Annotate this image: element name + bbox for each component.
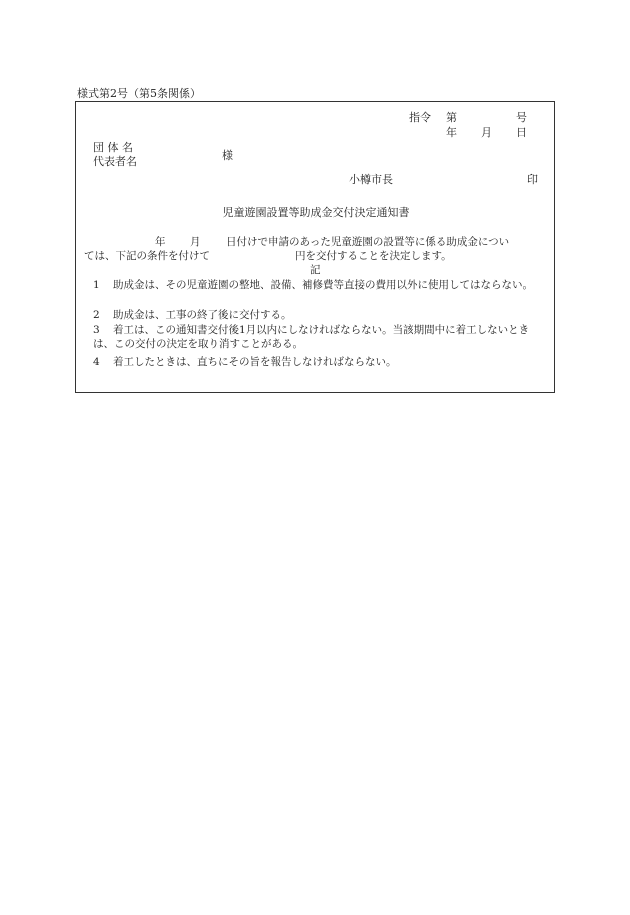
body-line1-text: 日付けで申請のあった児童遊園の設置等に係る助成金につい <box>226 236 510 248</box>
condition-item <box>93 355 548 369</box>
condition-item <box>93 323 548 351</box>
number-suffix: 号 <box>516 111 527 124</box>
date-month: 月 <box>481 126 492 139</box>
condition-text: 着工したときは、直ちにその旨を報告しなければならない。 <box>113 356 397 368</box>
honorific: 様 <box>222 149 233 162</box>
representative-label: 代表者名 <box>93 155 137 168</box>
document-title: 児童遊園設置等助成金交付決定通知書 <box>222 206 410 219</box>
designation-label: 指令 <box>409 111 431 124</box>
condition-item <box>93 308 548 322</box>
body-month: 月 <box>190 236 201 248</box>
condition-item <box>93 278 548 292</box>
condition-number: 2 <box>93 309 100 321</box>
seal-mark: 印 <box>527 173 538 186</box>
condition-number: 1 <box>93 279 100 291</box>
body-line2-start: ては、下記の条件を付けて <box>84 250 210 262</box>
form-number-label: 様式第2号（第5条関係） <box>77 87 201 100</box>
group-name-label: 団 体 名 <box>93 141 133 154</box>
body-line2-end: 円を交付することを決定します。 <box>295 250 452 262</box>
notification-form <box>75 101 555 393</box>
number-prefix: 第 <box>446 111 457 124</box>
date-year: 年 <box>446 126 457 139</box>
condition-number: 4 <box>93 356 100 368</box>
body-year: 年 <box>155 236 166 248</box>
condition-number: 3 <box>93 324 100 336</box>
date-day: 日 <box>516 126 527 139</box>
mayor-title: 小樽市長 <box>349 173 393 186</box>
condition-text: 助成金は、その児童遊園の整地、設備、補修費等直接の費用以外に使用してはならない。 <box>113 279 533 291</box>
condition-text: 着工は、この通知書交付後1月以内にしなければならない。当該期間中に着工しないときは、この交付の決定を取り消すことがある。 <box>93 324 530 350</box>
ki-heading: 記 <box>310 264 321 276</box>
condition-text: 助成金は、工事の終了後に交付する。 <box>113 309 292 321</box>
